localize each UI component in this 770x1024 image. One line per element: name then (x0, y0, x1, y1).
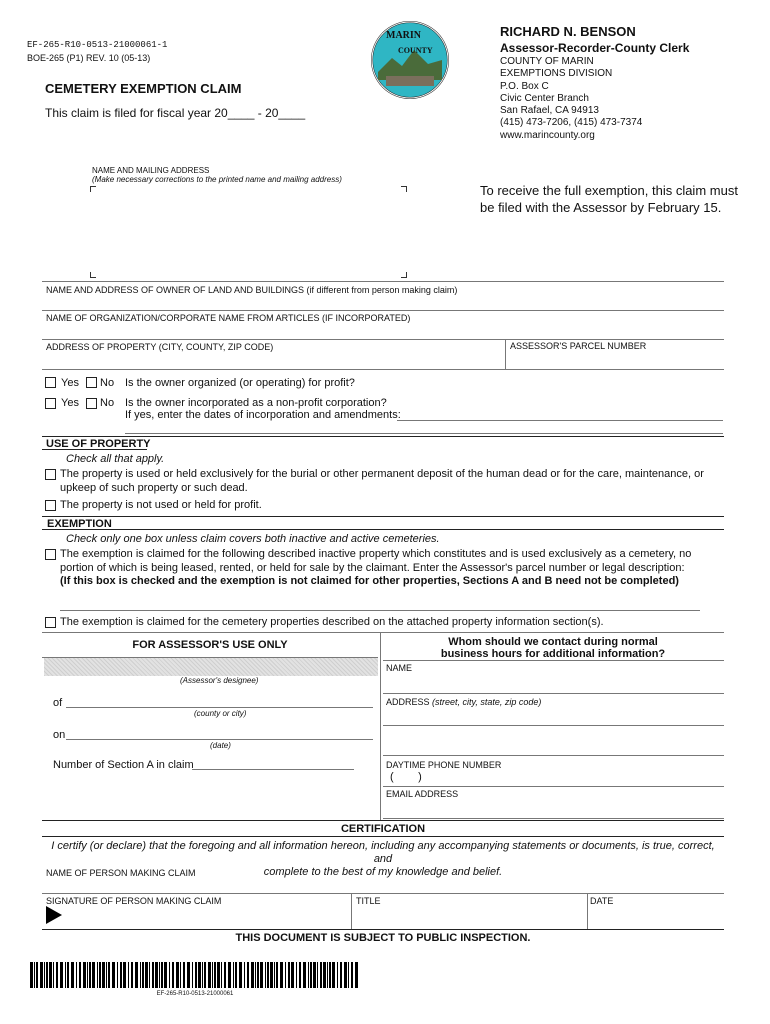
date-line (66, 739, 373, 740)
barcode-bar (30, 962, 33, 988)
divider (42, 369, 724, 370)
use-of-property-heading: USE OF PROPERTY (46, 438, 151, 450)
parcel-number-field[interactable] (508, 353, 722, 367)
divider (42, 820, 724, 821)
use-option2-text: The property is not used or held for profit. (60, 499, 262, 511)
section-a-label: Number of Section A in claim (53, 759, 194, 771)
barcode-bar (180, 962, 181, 988)
exemption-option2-checkbox[interactable] (45, 617, 56, 628)
barcode-bar (257, 962, 259, 988)
barcode-bar (155, 962, 158, 988)
barcode-bar (83, 962, 86, 988)
barcode-bar (187, 962, 190, 988)
signature-field[interactable] (66, 906, 348, 926)
barcode-bar (161, 962, 163, 988)
exemption-heading: EXEMPTION (47, 518, 112, 530)
barcode-bar (251, 962, 254, 988)
barcode-bar (36, 962, 38, 988)
barcode-bar (260, 962, 263, 988)
mailing-corner-tr (401, 186, 407, 192)
assessor-name: RICHARD N. BENSON (500, 24, 636, 39)
sign-here-arrow-icon (46, 906, 62, 924)
contact-name-label: NAME (386, 663, 413, 673)
barcode-bar (355, 962, 358, 988)
barcode-bar (159, 962, 160, 988)
use-option1-text: The property is used or held exclusively for the burial or other permanent deposit of the human dead or for the care, maintenance, or (60, 468, 704, 480)
form-title: CEMETERY EXEMPTION CLAIM (45, 81, 242, 96)
marin-county-seal (370, 20, 450, 100)
date-label: DATE (590, 896, 614, 906)
q2-followup-text: If yes, enter the dates of incorporation and amendments: (125, 409, 401, 421)
parcel-description-line (60, 610, 700, 611)
exemption-instruction: Check only one box unless claim covers both inactive and active cemeteries. (66, 533, 440, 545)
q2-text: Is the owner incorporated as a non-profit corporation? (125, 397, 387, 409)
parcel-number-label: ASSESSOR'S PARCEL NUMBER (510, 341, 647, 351)
barcode-bar (299, 962, 301, 988)
barcode-bar (204, 962, 206, 988)
on-label: on (53, 729, 66, 741)
barcode-bar (228, 962, 231, 988)
date-caption: (date) (210, 741, 231, 750)
q2-yes-checkbox[interactable] (45, 398, 56, 409)
contact-address-field[interactable] (384, 708, 722, 724)
barcode-bar (87, 962, 88, 988)
divider (383, 755, 724, 756)
barcode-bar (44, 962, 45, 988)
barcode-bar (308, 962, 309, 988)
barcode-bar (267, 962, 269, 988)
barcode-bar (120, 962, 122, 988)
barcode-bar (169, 962, 170, 988)
barcode-bar (198, 962, 201, 988)
incorporation-dates-field[interactable] (397, 407, 723, 420)
claimant-name-field[interactable] (44, 878, 724, 892)
use-option1-checkbox[interactable] (45, 469, 56, 480)
exemption-option1-note: (If this box is checked and the exemption is not claimed for other properties, Sections A and B need not be completed) (60, 575, 679, 587)
property-address-field[interactable] (44, 353, 502, 367)
barcode-bar (276, 962, 278, 988)
contact-address-label: ADDRESS (street, city, state, zip code) (386, 697, 542, 707)
divider (383, 818, 724, 819)
barcode-bar (337, 962, 338, 988)
barcode-bar (102, 962, 105, 988)
county-line (66, 707, 373, 708)
barcode-bar (348, 962, 349, 988)
barcode-bar (270, 962, 273, 988)
barcode-bar (244, 962, 245, 988)
logo-text-top: MARIN (386, 30, 421, 41)
barcode-bar (280, 962, 283, 988)
barcode-bar (65, 962, 66, 988)
divider (505, 339, 506, 369)
barcode-bar (128, 962, 129, 988)
barcode-bar (152, 962, 154, 988)
phone-label: DAYTIME PHONE NUMBER (386, 760, 502, 770)
title-field[interactable] (354, 906, 584, 926)
q1-text: Is the owner organized (or operating) for profit? (125, 377, 355, 389)
mailing-address-area[interactable] (95, 192, 395, 268)
barcode-bar (60, 962, 63, 988)
email-label: EMAIL ADDRESS (386, 789, 459, 799)
barcode-bar (320, 962, 322, 988)
owner-label: NAME AND ADDRESS OF OWNER OF LAND AND BUILDINGS (if different from person making claim) (46, 285, 458, 295)
divider (587, 893, 588, 929)
barcode-bar (131, 962, 133, 988)
mailing-corner-br (401, 272, 407, 278)
barcode-bar (67, 962, 69, 988)
barcode-bar (274, 962, 275, 988)
q2-no-label: No (100, 397, 115, 409)
barcode-bar (288, 962, 290, 988)
contact-heading: Whom should we contact during normal business hours for additional information? (440, 636, 666, 660)
barcode-bar (313, 962, 316, 988)
incorporation-dates-field-2[interactable] (125, 421, 723, 433)
divider (42, 893, 724, 894)
property-address-label: ADDRESS OF PROPERTY (CITY, COUNTY, ZIP CODE) (46, 342, 274, 352)
fiscal-year-line: This claim is filed for fiscal year 20____ - 20____ (45, 106, 306, 120)
barcode-bar (108, 962, 110, 988)
barcode-bar (145, 962, 148, 988)
barcode-bar (40, 962, 43, 988)
phone-area-code: ( ) (390, 771, 422, 783)
divider (42, 281, 724, 282)
barcode-bar (214, 962, 216, 988)
barcode-bar (212, 962, 213, 988)
barcode-bar (310, 962, 312, 988)
exemption-option1-checkbox[interactable] (45, 549, 56, 560)
barcode-bar (112, 962, 115, 988)
form-revision: BOE-265 (P1) REV. 10 (05-13) (27, 53, 151, 63)
divider (42, 436, 724, 437)
barcode-bar (135, 962, 138, 988)
mailing-label: NAME AND MAILING ADDRESS (92, 166, 210, 175)
form-id: EF-265-R10-0513-21000061-1 (27, 40, 168, 50)
barcode-bar (224, 962, 226, 988)
barcode-bar (123, 962, 126, 988)
assessor-role: Assessor-Recorder-County Clerk (500, 41, 690, 55)
divider (380, 632, 381, 820)
barcode-bar (323, 962, 326, 988)
barcode-bar (99, 962, 101, 988)
barcode-bar (34, 962, 35, 988)
owner-field[interactable] (44, 296, 724, 310)
barcode-bar (344, 962, 347, 988)
barcode-bar (329, 962, 331, 988)
barcode-bar (140, 962, 141, 988)
barcode-bar (79, 962, 81, 988)
organization-label: NAME OF ORGANIZATION/CORPORATE NAME FROM ARTICLES (IF INCORPORATED) (46, 313, 411, 323)
barcode (30, 962, 360, 988)
barcode-bar (285, 962, 286, 988)
use-option2-checkbox[interactable] (45, 500, 56, 511)
certification-heading: CERTIFICATION (340, 823, 426, 835)
use-instruction: Check all that apply. (66, 453, 165, 465)
barcode-bar (176, 962, 179, 988)
exemption-option2-text: The exemption is claimed for the cemetery properties described on the attached property information section(s). (60, 616, 604, 628)
filing-notice: To receive the full exemption, this claim must be filed with the Assessor by February 15. (480, 183, 738, 215)
barcode-bar (192, 962, 193, 988)
barcode-bar (340, 962, 342, 988)
barcode-bar (239, 962, 242, 988)
barcode-bar (76, 962, 77, 988)
incorporation-dates-line-2 (125, 433, 723, 434)
signature-label: SIGNATURE OF PERSON MAKING CLAIM (46, 896, 222, 906)
divider (383, 725, 724, 726)
use-option1-text-cont: upkeep of such property or such dead. (60, 482, 248, 494)
barcode-bar (117, 962, 118, 988)
barcode-bar (106, 962, 107, 988)
barcode-bar (89, 962, 91, 988)
barcode-bar (142, 962, 144, 988)
q1-yes-checkbox[interactable] (45, 377, 56, 388)
exemption-option1-text-cont: portion of which is being leased, rented, or held for sale by the claimant. Enter the Assessor's parcel number or legal description: (60, 562, 685, 574)
assessor-address: COUNTY OF MARIN EXEMPTIONS DIVISION P.O. Box C Civic Center Branch San Rafael, CA 94913 (415) 473-7206, (415) 473-7374 www.marincounty.org (500, 56, 643, 141)
q1-no-label: No (100, 377, 115, 389)
barcode-bar (247, 962, 249, 988)
divider (42, 339, 724, 340)
barcode-bar (291, 962, 294, 988)
q1-yes-label: Yes (61, 377, 79, 389)
barcode-bar (97, 962, 98, 988)
barcode-bar (49, 962, 52, 988)
barcode-bar (195, 962, 197, 988)
barcode-bar (265, 962, 266, 988)
barcode-bar (351, 962, 353, 988)
divider (42, 836, 724, 837)
barcode-bar (56, 962, 58, 988)
divider (42, 529, 724, 530)
q1-no-checkbox[interactable] (86, 377, 97, 388)
barcode-bar (183, 962, 185, 988)
divider (351, 893, 352, 929)
mailing-note: (Make necessary corrections to the printed name and mailing address) (92, 175, 342, 184)
barcode-bar (149, 962, 150, 988)
barcode-bar (92, 962, 95, 988)
barcode-bar (202, 962, 203, 988)
section-a-line (192, 769, 354, 770)
barcode-bar (233, 962, 234, 988)
public-inspection-notice: THIS DOCUMENT IS SUBJECT TO PUBLIC INSPECTION. (235, 932, 531, 944)
q2-no-checkbox[interactable] (86, 398, 97, 409)
divider (383, 660, 724, 661)
divider (42, 516, 724, 517)
assessor-designee-caption: (Assessor's designee) (180, 676, 259, 685)
parcel-description-field[interactable] (60, 592, 700, 610)
assessor-use-heading: FOR ASSESSOR'S USE ONLY (132, 639, 288, 651)
barcode-bar (217, 962, 220, 988)
barcode-bar (53, 962, 54, 988)
county-caption: (county or city) (194, 709, 247, 718)
barcode-bar (208, 962, 211, 988)
organization-field[interactable] (44, 324, 724, 338)
mailing-corner-bl (90, 272, 96, 278)
barcode-bar (46, 962, 48, 988)
barcode-bar (172, 962, 174, 988)
heading-underline (42, 449, 147, 450)
barcode-bar (255, 962, 256, 988)
barcode-bar (296, 962, 297, 988)
q2-yes-label: Yes (61, 397, 79, 409)
divider (383, 693, 724, 694)
phone-field[interactable] (430, 771, 720, 785)
contact-address-field-2[interactable] (384, 727, 722, 752)
barcode-bar (164, 962, 167, 988)
divider (42, 310, 724, 311)
barcode-bar (235, 962, 237, 988)
barcode-bar (332, 962, 335, 988)
barcode-bar (221, 962, 222, 988)
logo-text-bottom: COUNTY (398, 46, 433, 55)
barcode-bar (71, 962, 74, 988)
divider (383, 786, 724, 787)
of-label: of (53, 697, 63, 709)
barcode-bar (317, 962, 318, 988)
barcode-text: EF-265-R10-0513-21000061 (156, 991, 234, 997)
certification-text: I certify (or declare) that the foregoing and all information hereon, including any accompanying statements or documents, is true, correct, and complete to the best of my knowledge and belief. (51, 840, 715, 878)
assessor-designee-shaded-field (44, 658, 378, 676)
contact-name-field[interactable] (384, 675, 722, 691)
date-field[interactable] (590, 906, 722, 926)
barcode-bar (303, 962, 306, 988)
barcode-bar (327, 962, 328, 988)
exemption-option1-text: The exemption is claimed for the following described inactive property which constitutes and is used exclusively as a cemetery, no (60, 548, 692, 560)
title-label: TITLE (356, 896, 381, 906)
divider (42, 929, 724, 930)
email-field[interactable] (384, 800, 722, 816)
claimant-name-label: NAME OF PERSON MAKING CLAIM (46, 868, 196, 878)
